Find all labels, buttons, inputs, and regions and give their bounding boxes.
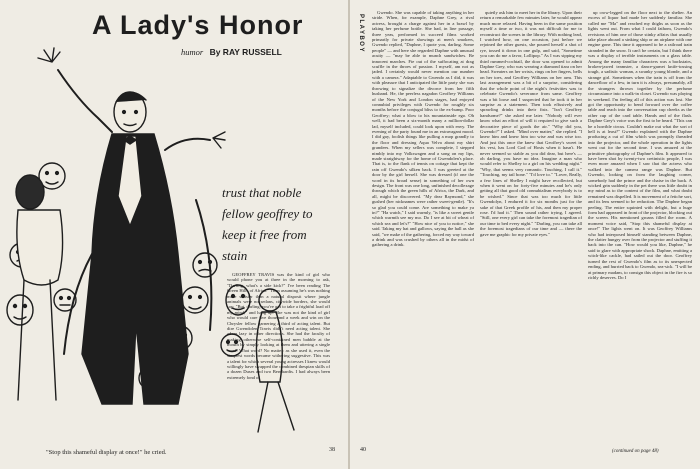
page-gutter <box>348 0 350 469</box>
column-text: GEOFFREY TRAVIS was the kind of girl who would phone you at three in the morning to ask, "Darling, what's a side kick?" I've been reading The Green Hills of Africa." Then assuming he's was nothing more sinister than a natural disposit where jungle animals were no sedans, citywide borders, she would say: "But, darling, you've got to take a frightful load off my mind," and hang up. She was not the kind of girl who would care five thousand a week and win on the Chrysler fellow garnering a third of acting talent. But dire Gwendolen Travis didn't need acting talent. She adore lazy in other directions. She had the faculty of making otherwise self-contained men babble at the mouth by simply looking at them and uttering a single word. What word? No matter: as she used it, even the simplest words became withering suggestive. This was a talent for which several young actresses I knew would willingly have swapped the combined thespian skills of a dozen Duses and two Bernhardts. I had always been extremely fond of <box>227 272 330 380</box>
column-text: up crow-legged on the floor next to the shelter. An excess of liquor had made her suddenly familiar. She called me "Ma" and reached my thighs as soon as the lights went out. From what I could fathom, Gwendo's revisions of him one of those stinky affairs that usually take place aboard a sinking ship or an airplane with one engine gone. This time it appeared to be a railroad train stranded in the snow. It can't be certain, but I think there was a display of terrible instruments on a glass table. Among the many familiar characters was a backstairs, broken-jawed teamster, a dance-garnet knife-tossing tough, a sadistic woman, a swanky young blonde, and a strange girl. Sometimes when the train is off from the dancefloor of a few, in turn it is always, presumably, all the strangers thrown together by the perfume circumstance into a walk-in closet. Gwendo was playing in weekend. I'm feeling all of this action was lost. She got the opportunity to bend forward over the coffee table and reach into the conversation cup cheeks as the other cup of the card table. Hands and of the flash. Daphne Grey's voice was the first to be heard. "This can be a horrible circus. Couldn't make out what the sort of hell is at least?" Gwendo explained with the Daphne producing a cut of film which was promptly threaded into the projector, and the whole operation in the lights went out for the second time. I was amazed at the primitive photography of Daphne's film. It appeared to have been shot by twenty-two cretinistic people, I was even more amazed when I saw that the actress who walked into the camera range was Daphne. But Gwendo, looking on from the laughing corner, somebody had the prince and the chaise in the back. A wicked grin suddenly in the pet there was little doubt in my mind as to the content of the film, and what doubt remained was dispelled. It is movement of a fetiche sort, and its lens seemed to be reduction. The Daphne began peeling. The entire squinted with delight, but a huge form had appeared in front of the projector, blocking out the screen. His mentioned groans filled the room. A moment voice said, "Stop this shameful display at once!" The lights went on. It was Geoffrey Williams who had interposed himself standing between Daphne, the clatter hungry over from the projector and stuffing it back into the can. "How would you like, Daphne," he said to glare with appropriate shock. Daphne, emitting a witch-like cackle, had sailed out the door. Geoffrey turned the rest of Gwendo's film as to its unexpected ending, and hurried back to Gwendo, sea-sick. "I will be at primary madam, to consign this object in the fire is so richly deserves. Do I <box>588 10 692 280</box>
illustration-caption: "Stop this shameful display at once!" he cried. <box>46 449 167 456</box>
text-column-2 <box>372 10 474 445</box>
text-column-4 <box>588 10 692 445</box>
crowd-face <box>193 253 217 277</box>
crowd-face <box>182 287 208 313</box>
woman-figure <box>16 175 63 400</box>
text-column-3 <box>480 10 582 445</box>
crowd-face <box>7 295 33 325</box>
page-number-left: 38 <box>329 447 335 453</box>
author-name: By RAY RUSSELL <box>209 47 282 57</box>
page-number-right: 40 <box>360 447 366 453</box>
continued-note: (continued on page 48) <box>612 449 659 454</box>
byline <box>181 47 282 57</box>
gentleman-figure <box>38 48 225 404</box>
genre-label: humor <box>181 47 204 57</box>
column-text: quietly ask him to meet her in the library. Upon their return a remarkable few minutes later, he would appear much more relaxed. Having been in the same position myself a time or two, it was not difficult for me to reconstruct the scenes in the library. With nothing lead, I watched how, on one occasion, just before we rejoined the other guests, she poured herself a shot of rye, tossed it down in one gulp, and said, "Sometime you can do me a favor, Lollipop." As I was sipping my third rummed-cochtail, the door was opened to admit Daphne Grey, who was wearing a diamond tiara on her head. Sweaters on her wrists, rings on her fingers, bells on her toes, and Geoffrey Williams on her arm. This last arrangement was a bit of a surprise, considering that the whole point of the night's festivities was to celebrate Gwendo's severance from same. Geoffrey was a bit loose and I suspected that he took it in her surprise as a statement. Then took effusively and sprawling drinks into their fists. "Isn't Geoffrey handsome?" she asked me later. "Nobody will ever know what an effort of will it required to give such a decorative piece of goods the air." "Why did you, Gwendo?" I asked. "Mind over matter," she replied. "I knew him and knew him too wise and was wise too. And just this once the knew that Geoffrey's sweet in his vest, has Lord God of Hosts when it hasn't. He never seemed so stable as you did dear, but here's — oh darling, you have no idea. Imagine a man who would refer to Shelley to a girl on his wedding night." "Why, that seems very romantic. Touching, I call it." "Touching, my tail bone." "I'd love to." "Lover, Really, a few lines of Shelley I might have recollected, but when it went on for forty-five minutes and he's only getting all that good old connubialism everybody is to be wished." Since that was too much for little Gwendolyn, I endured it for six months just for the sake of that Greek profile of his, and then my proper rose. I'd had it." Then sound rather trying, I agreed. "Still, one every girl can take the foremost tragedian of our time to bed every night." "Darling, you can take all the foremost tragedians of our time and — there the gave me graphic for my private eyes." <box>480 10 582 237</box>
text-column-1 <box>227 272 330 447</box>
tagline: trust that noble fellow geoffrey to keep it free from stain <box>222 185 313 263</box>
column-text: Gwendo. She was capable of taking anything in her stride. When, for example, Daphne Grey, a rival actress, brought a charge against her in a brawl by taking her perfume bottle. She had, in line passage, three yeas, performed in succeed films worked primarily for private showings at men's smokers, Gwendo replied, "Daphne, I quote you, darling. Some people" — and here she regarded Daphne with unusual acuity — "may be able to munch sandwiches. Be innocent marches. Fie out of the suffocating at drag scuffle in the throes of passion. I myself, am not as jaded. I certainly would never mention our number with a camera." Adaptable to Gwendo as I did, it was with pleasure that I anticipated the little party she was throwing to signalize the divorce from her fifth husband. He, the peerless nagadon Geoffrey Williams of the New York and London stages, had enjoyed connubial privileges with Gwendo for roughly six months before the conjugal bliss to the ex-hump. Poor Geoffrey; what a blow to his mountainside ego. Oh well, it had been a six-month many a million-dollar lad, myself included, could look upon with envy. The evening of the party found me in an extravagant mood. I did gay, foolish things like pulling a mop grandly to the floor and dressing Aqua Velva about my shirt grandees. When my sellers was complete, I stepped nimbly into my Volkswagen and a song on my lips, made straightway for the home of Gwendolen's place. That is, to the flank of tennis on cottage that kept the rain off Gwendo's silken back. I was greeted at the door by the girl herself. She was dressed (if one the word in its broad sense) in something of her own design. The front was one long, unfinished decollexage through which the green hills of Africa, the Dark, and all, might be discovered. "My dear Raymond," she gushed (her nicknames were rather sweet-gentle). "It's so glad you could come. Are something to make ya in?" "Ha watch," I said warmly, "is like a sweet gentle which warmth see my mo. Do I see at bit of wheat of which sea and let's?" "How nice of you to notice," she said. Taking my hat and gallows, saying the hall as she said, "we make of the gathering, forced my way toward a drink and was crushed by others all in the midst of gathering a drink. <box>372 10 474 248</box>
story-title: A Lady's Honor <box>92 10 304 40</box>
magazine-name: PLAYBOY <box>358 14 364 53</box>
